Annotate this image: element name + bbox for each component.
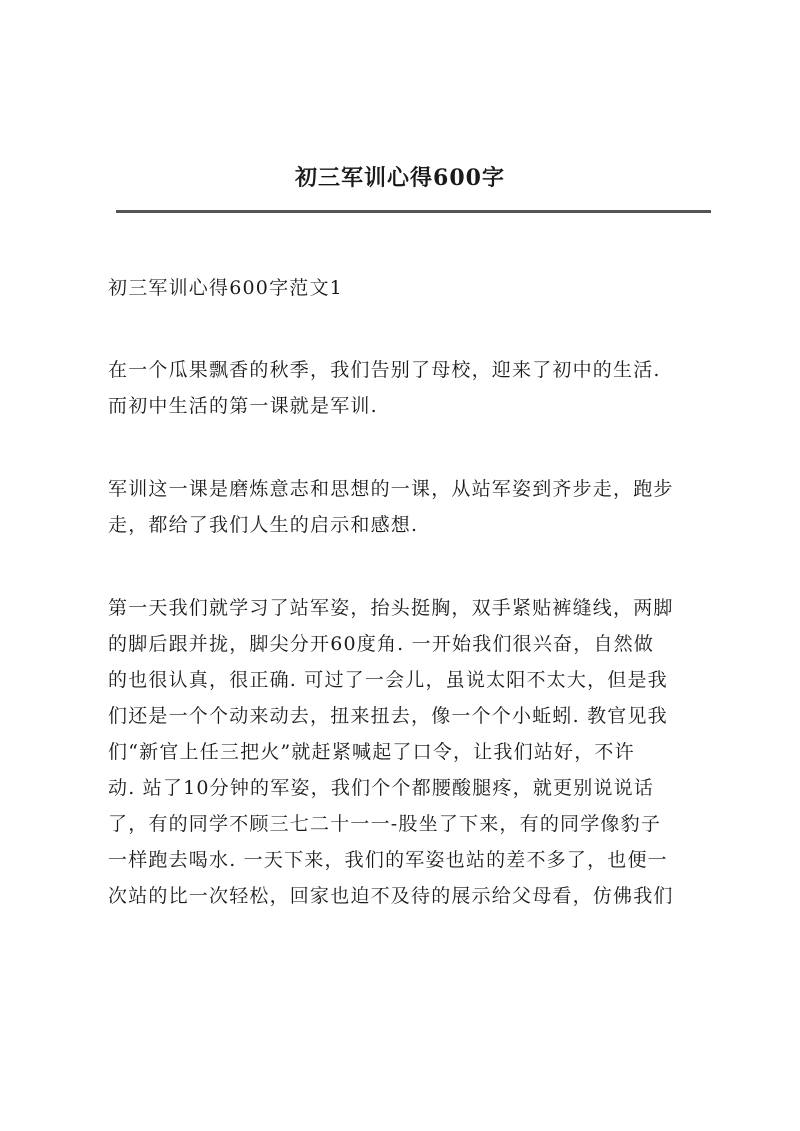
title-divider <box>116 210 711 213</box>
text-line: 次站的比一次轻松，回家也迫不及待的展示给父母看，仿佛我们 <box>108 885 674 907</box>
section-heading: 初三军训心得600字范文1 <box>108 277 343 299</box>
paragraph-1 <box>108 352 714 424</box>
document-body <box>108 270 714 961</box>
text-line: 在一个瓜果飘香的秋季，我们告别了母校，迎来了初中的生活. <box>108 359 661 381</box>
text-line: 的脚后跟并拢，脚尖分开60度角. 一开始我们很兴奋，自然做 <box>108 633 655 655</box>
document-title: 初三军训心得600字 <box>295 165 505 191</box>
text-line: 们“新官上任三把火”就赶紧喊起了口令，让我们站好，不许 <box>108 741 635 763</box>
text-line: 而初中生活的第一课就是军训. <box>108 395 378 417</box>
paragraph-3 <box>108 590 714 914</box>
text-line: 走，都给了我们人生的启示和感想. <box>108 514 419 536</box>
text-line: 军训这一课是磨炼意志和思想的一课，从站军姿到齐步走，跑步 <box>108 478 674 500</box>
text-line: 一样跑去喝水. 一天下来，我们的军姿也站的差不多了，也便一 <box>108 849 668 871</box>
text-line: 第一天我们就学习了站军姿，抬头挺胸，双手紧贴裤缝线，两脚 <box>108 597 674 619</box>
text-line: 了，有的同学不顾三七二十一一-股坐了下来，有的同学像豹子 <box>108 813 662 835</box>
text-line: 动. 站了10分钟的军姿，我们个个都腰酸腿疼，就更别说说话 <box>108 777 655 799</box>
text-line: 的也很认真，很正确. 可过了一会儿，虽说太阳不太大，但是我 <box>108 669 668 691</box>
paragraph-2 <box>108 471 714 543</box>
text-line: 们还是一个个动来动去，扭来扭去，像一个个小蚯蚓. 教官见我 <box>108 705 668 727</box>
